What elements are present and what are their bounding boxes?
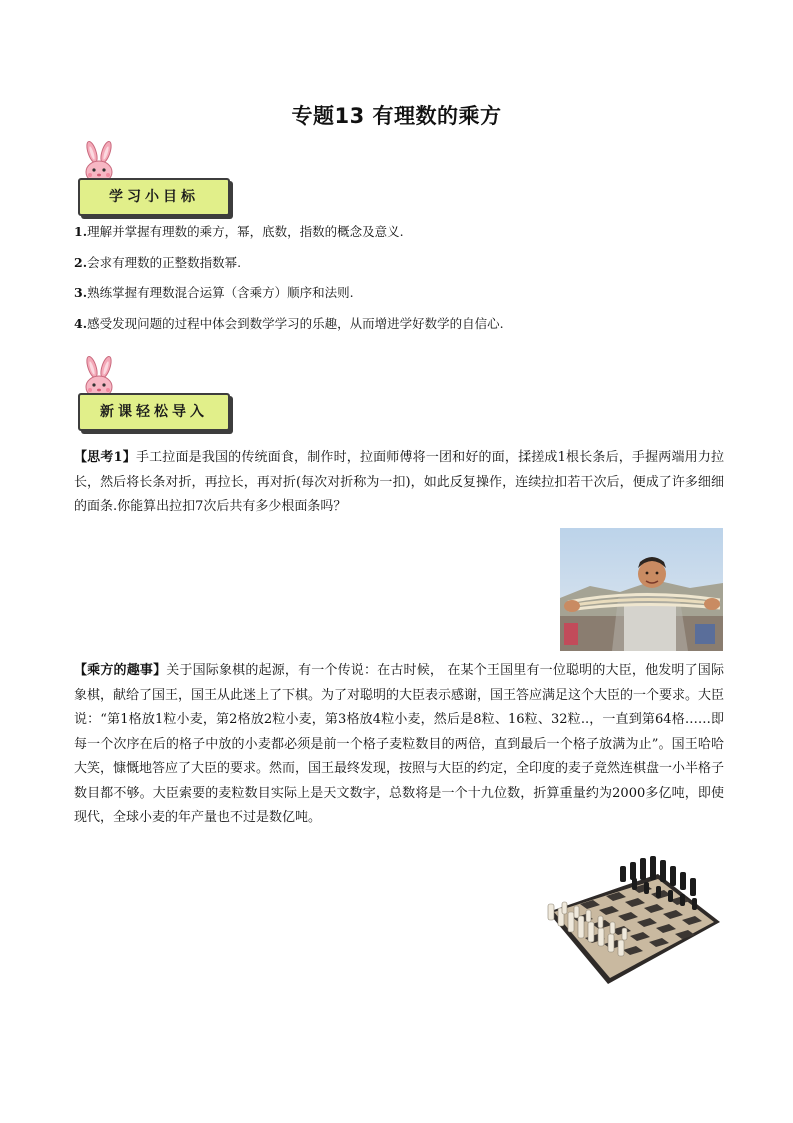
story-paragraph [74,659,724,831]
learning-goals-list [74,224,734,346]
page-title: 专题13 有理数的乘方 [291,104,502,128]
list-item: 3.熟练掌握有理数混合运算（含乘方）顺序和法则. [74,285,354,300]
section-badge-intro [74,355,234,433]
list-item: 4.感受发现问题的过程中体会到数学学习的乐趣，从而增进学好数学的自信心. [74,315,504,331]
list-item: 1.理解并掌握有理数的乘方，幂，底数，指数的概念及意义. [74,224,404,239]
list-item: 2.会求有理数的正整数指数幂. [74,254,242,270]
paragraph-text: 关于国际象棋的起源，有一个传说：在古时候， 在某个王国里有一位聪明的大臣，他发明了国际象棋，献给了国王，国王从此迷上了下棋。为了对聪明的大臣表示感谢，国王答应满足这个大臣的一个要求。大臣说：“第1格放1粒小麦，第2格放2粒小麦，第3格放4粒小麦，然后是8粒、16粒、32粒..，一直到第64格……即每一个次序在后的格子中放的小麦都必须是前一个格子麦粒数目的两倍，直到最后一个格子放满为止”。国王哈哈大笑，慷慨地答应了大臣的要求。然而，国王最终发现，按照与大臣的约定，全印度的麦子竟然连棋盘一小半格子数目都不够。大臣索要的麦粒数目实际上是天文数字，总数将是一个十九位数，折算重量约为2000多亿吨，即使现代，全球小麦的年产量也不过是数亿吨。 [74,663,725,825]
section-label: 学习小目标 [109,189,199,205]
paragraph-lead: 【思考1】 [74,450,136,465]
badge-box [78,178,230,216]
chessboard-image [528,852,722,986]
paragraph-text: 手工拉面是我国的传统面食，制作时，拉面师傅将一团和好的面，揉搓成1根长条后，手握两端用力拉长，然后将长条对折，再拉长，再对折(每次对折称为一扣)，如此反复操作，连续拉扣若干次后，便成了许多细细的面条.你能算出拉扣7次后共有多少根面条吗？ [74,450,724,514]
paragraph-lead: 【乘方的趣事】 [74,663,167,678]
section-badge-goals [74,140,234,218]
badge-box [78,393,230,431]
think-paragraph [74,446,724,520]
section-label: 新课轻松导入 [100,404,208,420]
noodle-maker-photo [560,528,723,651]
